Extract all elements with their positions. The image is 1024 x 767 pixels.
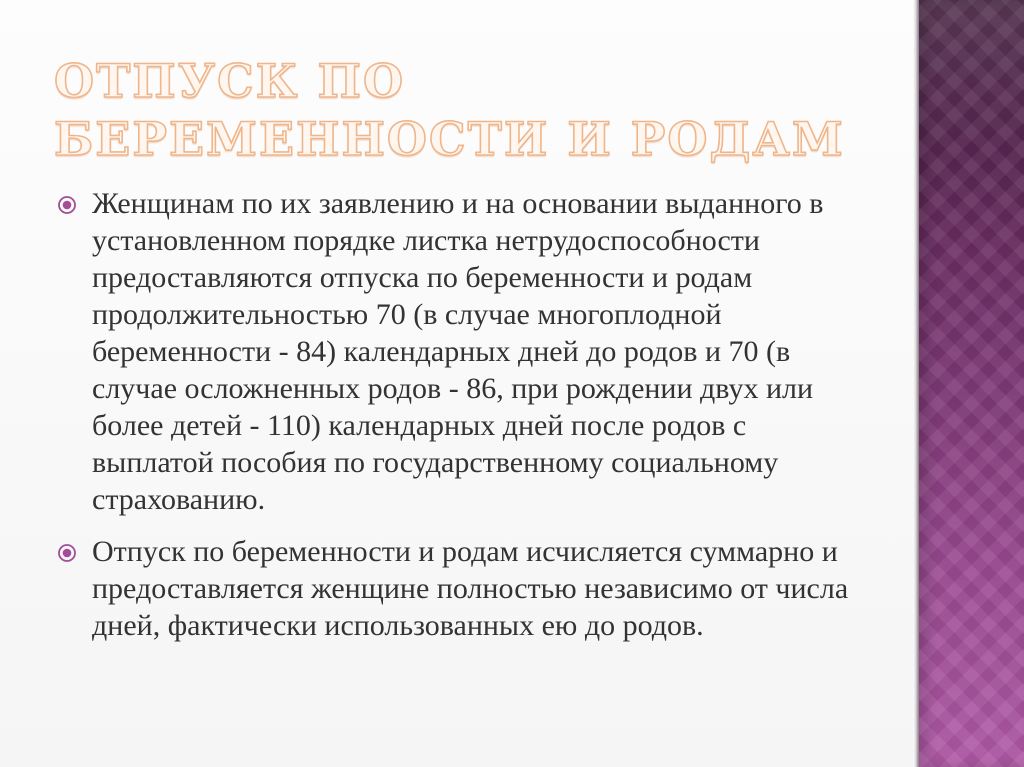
list-item-text: Женщинам по их заявлению и на основании выданного в установленном порядке листка нетрудоспособности предоставляются отпуска по беременности и родам продолжительностью 70 (в случае многоплодной беременности - 84) календарных дней до родов и 70 (в случае осложненных родов - 86, при рождении двух или более детей - 110) календарных дней после родов с выплатой пособия по государственному социальному страхованию.: [92, 187, 824, 516]
list-item-text: Отпуск по беременности и родам исчисляется суммарно и предоставляется женщине полностью независимо от числа дней, фактически использованных ею до родов.: [92, 535, 849, 642]
decorative-side-band: [919, 0, 1024, 767]
target-bullet-icon: [58, 544, 76, 562]
list-item: [58, 533, 858, 644]
target-bullet-icon: [58, 196, 76, 214]
list-item: [58, 185, 858, 518]
page-title: ОТПУСК ПО БЕРЕМЕННОСТИ И РОДАМ: [54, 54, 845, 166]
content-body: [58, 185, 858, 659]
